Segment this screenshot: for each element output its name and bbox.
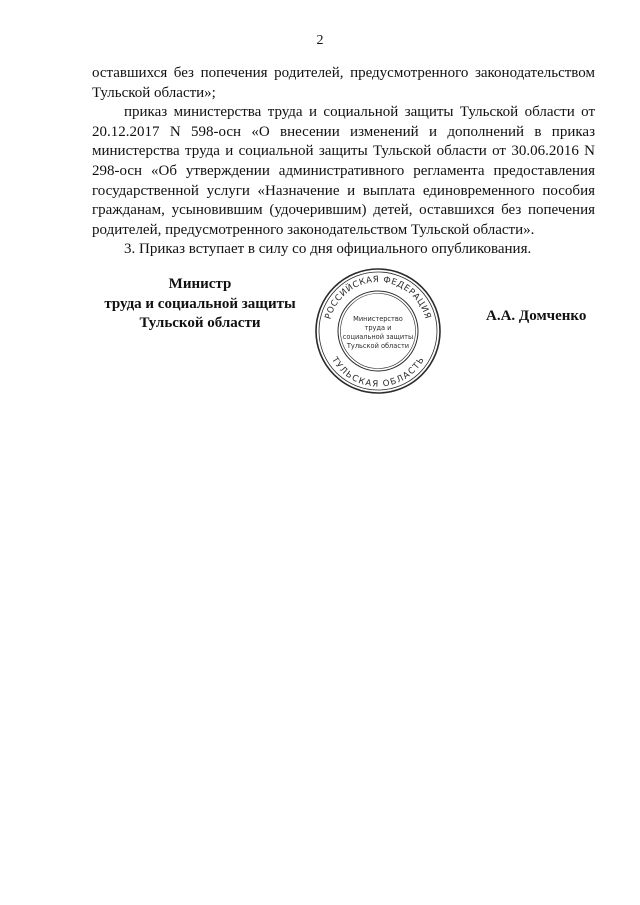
seal-center-line: Тульской области xyxy=(346,342,410,350)
signatory-title-line: труда и социальной защиты xyxy=(104,295,296,312)
document-body xyxy=(92,64,595,260)
seal-icon xyxy=(313,266,443,396)
page-number: 2 xyxy=(316,33,324,48)
official-seal xyxy=(313,266,443,396)
signatory-title-line: Министр xyxy=(168,276,232,292)
seal-center-line: социальной защиты xyxy=(342,333,414,341)
paragraph-order-reference: приказ министерства труда и социальной защиты Тульской области от 20.12.2017 N 598-осн «О внесении изменений и дополнений в приказ министерства труда и социальной защиты Тульской области от 30.06.2016 N 298-осн «Об утверждении административного регламента предоставления государственной услуги «Назначение и выплата единовременного пособия гражданам, усыновившим (удочерившим) детей, оставшихся без попечения родителей, предусмотренного законодательством Тульской области». xyxy=(92,104,595,238)
svg-text:ТУЛЬСКАЯ ОБЛАСТЬ xyxy=(329,355,427,390)
signatory-title xyxy=(90,275,310,334)
paragraph-continuation: оставшихся без попечения родителей, предусмотренного законодательством Тульской области»; xyxy=(92,65,595,101)
seal-center-line: труда и xyxy=(364,324,392,332)
seal-top-text: РОССИЙСКАЯ ФЕДЕРАЦИЯ xyxy=(323,274,433,321)
seal-bottom-text: ТУЛЬСКАЯ ОБЛАСТЬ xyxy=(329,355,427,390)
seal-center-line: Министерство xyxy=(353,315,403,323)
signatory-title-line: Тульской области xyxy=(139,315,261,331)
signatory-name: А.А. Домченко xyxy=(486,308,587,324)
paragraph-effective-clause: 3. Приказ вступает в силу со дня официального опубликования. xyxy=(124,241,532,258)
